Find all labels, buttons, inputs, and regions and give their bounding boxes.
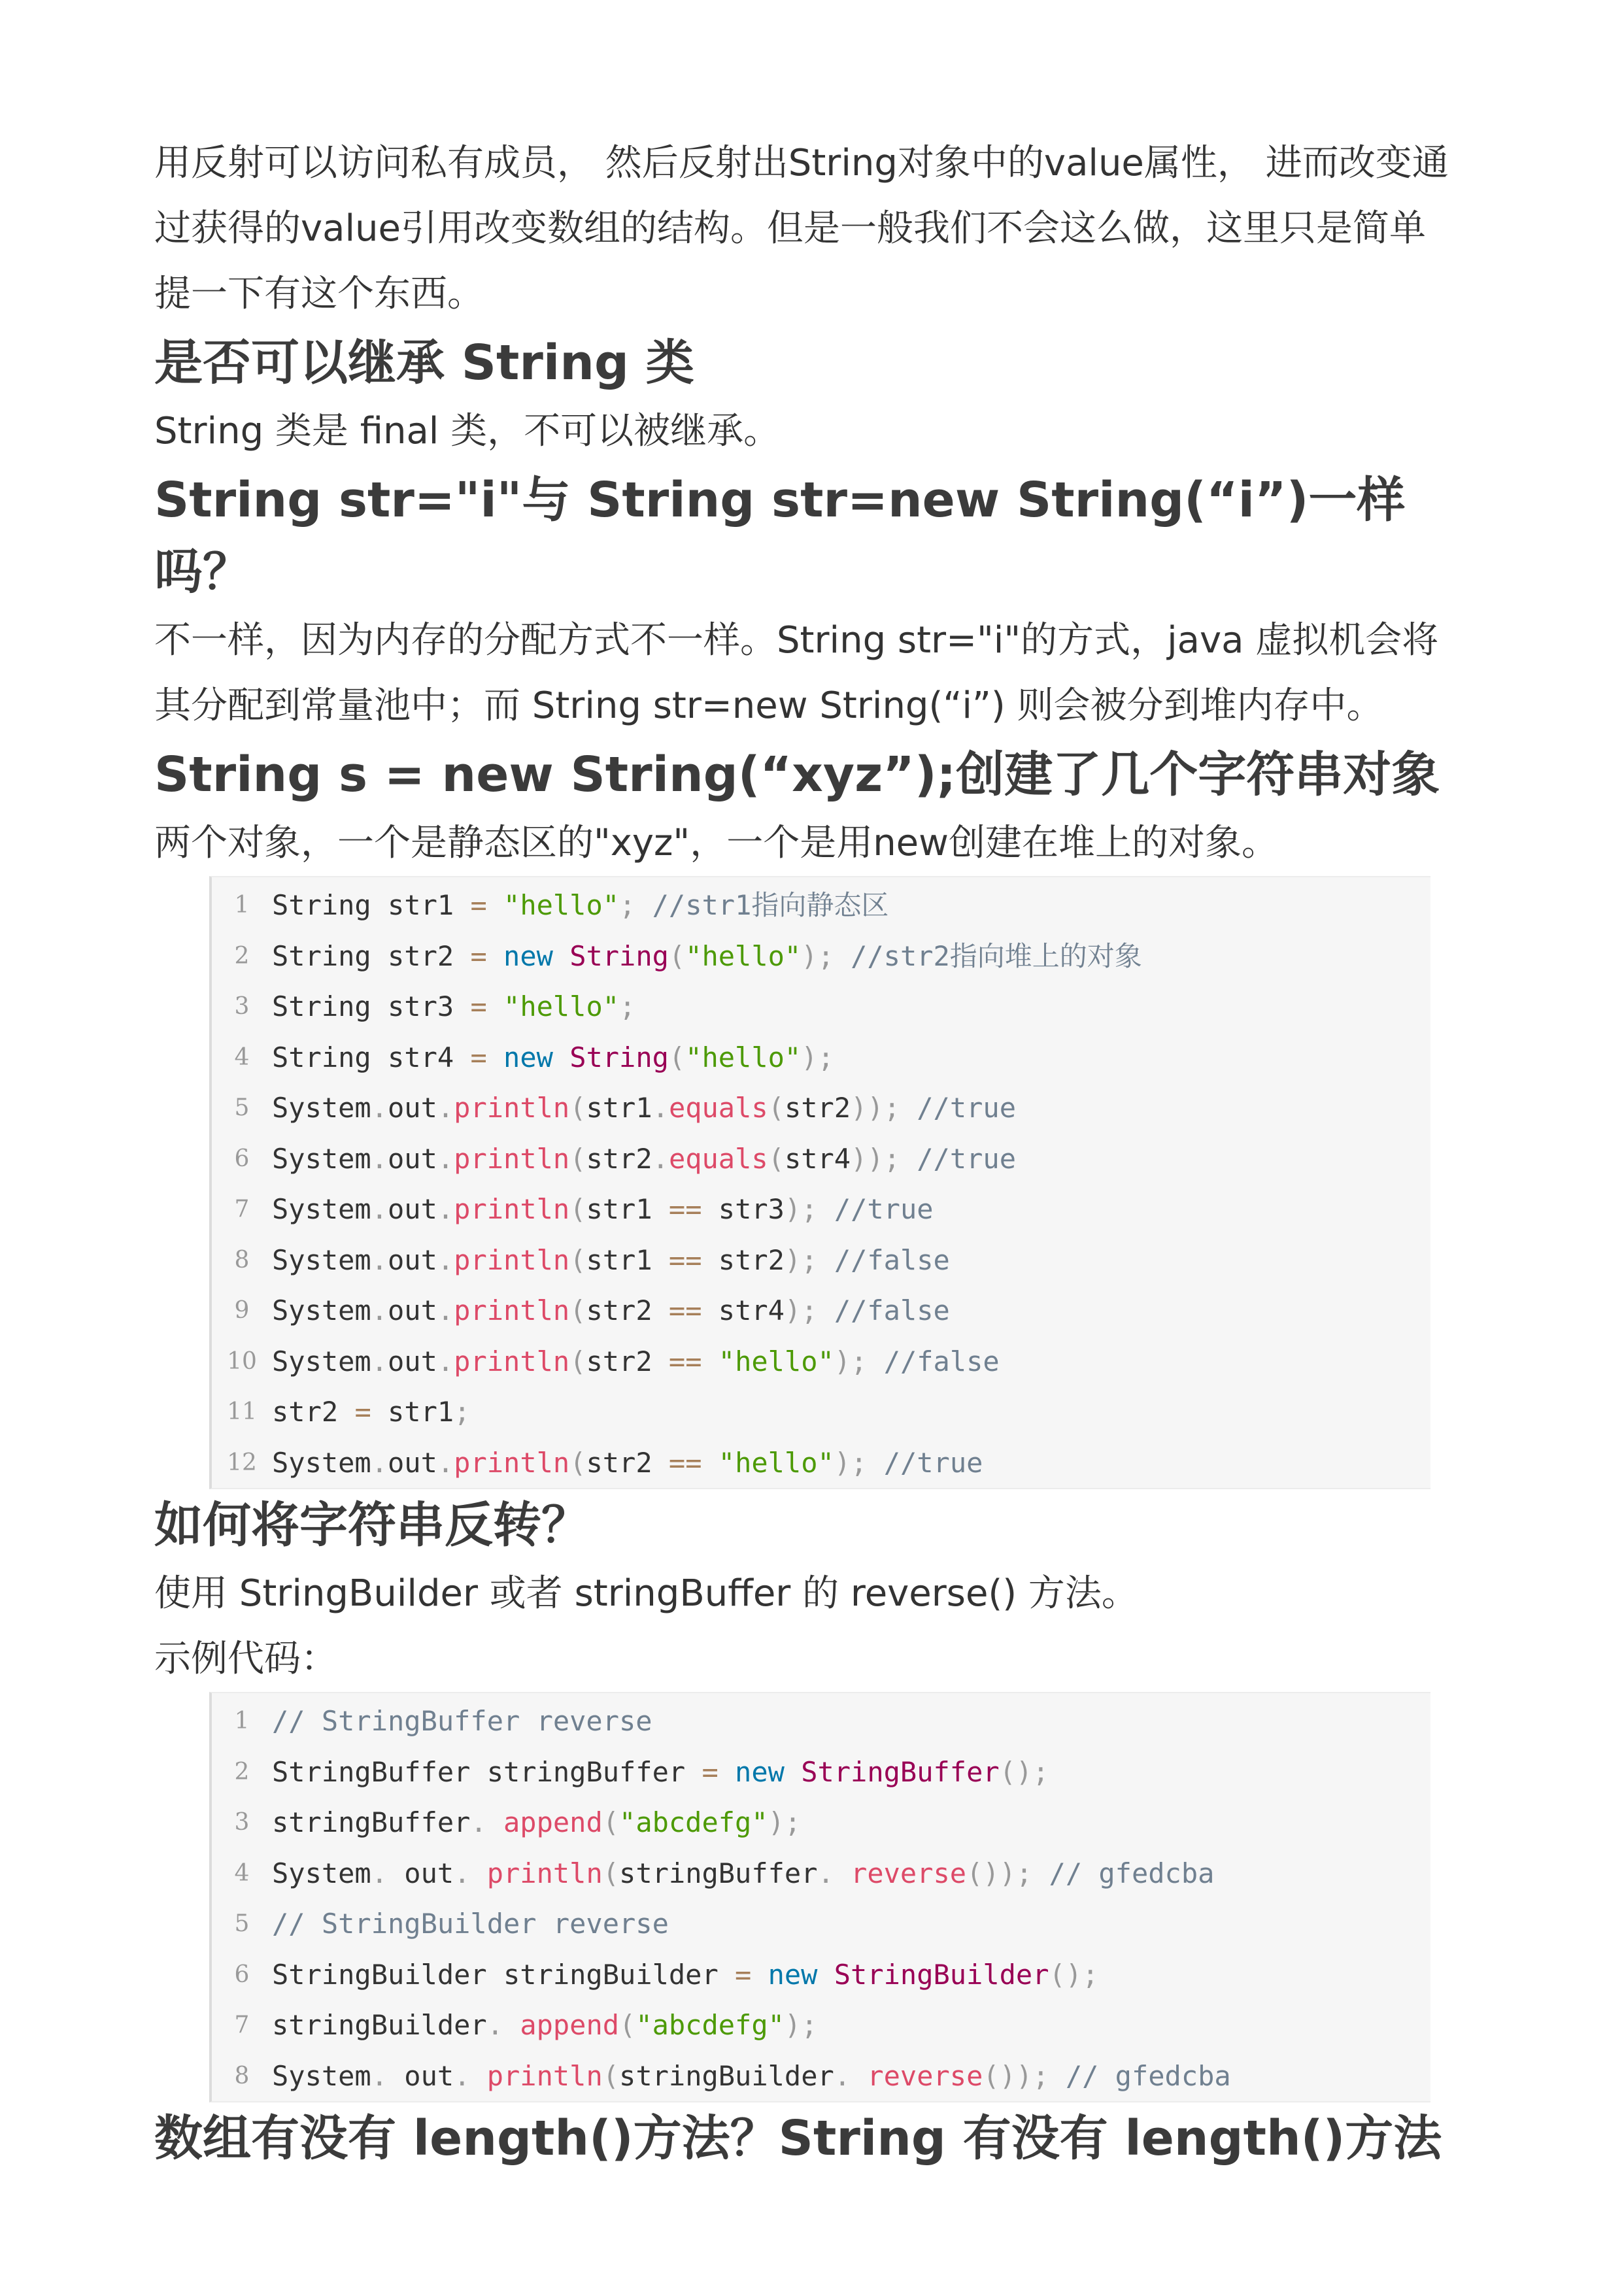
compare-answer-line: 其分配到常量池中；而 String str=new String(“i”) 则会被分到堆内存中。 bbox=[154, 684, 1383, 727]
code-token: . bbox=[437, 1243, 454, 1276]
code-token bbox=[487, 889, 503, 921]
code-text bbox=[272, 1848, 1214, 1899]
code-token: equals bbox=[668, 1092, 768, 1124]
code-token: str4 bbox=[784, 1142, 851, 1175]
code-token: System bbox=[272, 1092, 371, 1124]
line-number: 12 bbox=[227, 1449, 257, 1476]
code-token bbox=[719, 1756, 735, 1788]
code-token: str2 bbox=[586, 1345, 669, 1377]
code-token: String str3 bbox=[272, 990, 471, 1022]
code-token: System bbox=[272, 2059, 371, 2092]
code-token: ( bbox=[569, 1294, 586, 1326]
code-token bbox=[487, 940, 503, 972]
line-number: 4 bbox=[234, 1043, 250, 1071]
line-number: 11 bbox=[227, 1398, 257, 1425]
line-number: 6 bbox=[234, 1961, 250, 1988]
code-token: "hello" bbox=[718, 1345, 834, 1377]
line-number: 6 bbox=[234, 1145, 250, 1172]
code-token: //str1指向静态区 bbox=[652, 889, 889, 921]
code-token: println bbox=[454, 1092, 570, 1124]
line-number: 5 bbox=[234, 1094, 250, 1121]
code-line bbox=[212, 931, 1430, 982]
code-text bbox=[272, 2051, 1231, 2102]
code-token: new bbox=[768, 1958, 818, 1991]
code-token: str1 bbox=[586, 1243, 669, 1276]
line-number: 3 bbox=[234, 993, 250, 1020]
line-number: 2 bbox=[234, 942, 250, 970]
code-text bbox=[272, 981, 635, 1032]
code-token: System bbox=[272, 1345, 371, 1377]
code-text bbox=[272, 1387, 470, 1438]
code-text bbox=[272, 931, 1142, 982]
intro-line: 用反射可以访问私有成员， 然后反射出String对象中的value属性， 进而改变通 bbox=[154, 142, 1449, 184]
code-token: . bbox=[454, 2059, 487, 2092]
code-token: = bbox=[354, 1396, 371, 1428]
code-token: ( bbox=[602, 1806, 620, 1838]
code-text bbox=[272, 1336, 1000, 1387]
code-token bbox=[487, 1041, 503, 1073]
intro-paragraph bbox=[154, 131, 1501, 327]
code-token: //false bbox=[883, 1345, 1000, 1377]
code-token: == bbox=[668, 1294, 702, 1326]
example-code-label: 示例代码： bbox=[154, 1638, 337, 1680]
code-token: ); bbox=[834, 1345, 868, 1377]
code-token bbox=[751, 1959, 768, 1991]
code-token: "hello" bbox=[718, 1446, 834, 1479]
line-number: 3 bbox=[234, 1809, 250, 1836]
code-token: ); bbox=[801, 1041, 834, 1073]
code-token: //false bbox=[834, 1243, 950, 1276]
code-token: ); bbox=[801, 939, 834, 972]
code-token: . bbox=[470, 1806, 504, 1838]
code-token: "hello" bbox=[503, 990, 620, 1022]
code-token bbox=[635, 889, 652, 921]
inherit-answer: String 类是 final 类，不可以被继承。 bbox=[154, 410, 781, 452]
code-token: str3 bbox=[702, 1193, 785, 1225]
line-number: 4 bbox=[234, 1859, 250, 1887]
code-line bbox=[212, 1797, 1430, 1848]
code-line bbox=[212, 1336, 1430, 1387]
code-token: "abcdefg" bbox=[619, 1806, 768, 1838]
code-token bbox=[818, 1294, 834, 1326]
code-token: println bbox=[454, 1294, 570, 1326]
code-token: ); bbox=[784, 1294, 818, 1326]
code-token: )); bbox=[851, 1092, 900, 1124]
code-token: new bbox=[503, 1041, 553, 1073]
code-token: . bbox=[371, 2059, 405, 2092]
line-number: 1 bbox=[234, 1708, 250, 1734]
code-token: ( bbox=[569, 1092, 586, 1124]
code-text bbox=[272, 880, 888, 931]
code-token: new bbox=[503, 939, 553, 972]
code-token: str2 bbox=[586, 1294, 669, 1326]
code-token: ); bbox=[784, 1193, 818, 1225]
code-token: . bbox=[486, 2009, 520, 2041]
code-token: ; bbox=[619, 889, 636, 921]
line-number: 8 bbox=[234, 1246, 250, 1274]
code-text bbox=[272, 1285, 950, 1336]
code-token: //true bbox=[834, 1193, 934, 1225]
code-token: ( bbox=[569, 1345, 586, 1377]
code-token: reverse bbox=[851, 1857, 967, 1889]
code-token bbox=[553, 1041, 569, 1073]
code-token: . bbox=[437, 1193, 454, 1225]
code-token: String bbox=[569, 939, 669, 972]
code-token: new bbox=[735, 1755, 785, 1788]
code-token: . bbox=[652, 1092, 669, 1124]
code-token: String str2 bbox=[272, 939, 471, 972]
code-token: str2 bbox=[272, 1396, 355, 1428]
code-token: == bbox=[668, 1345, 702, 1377]
code-token: //true bbox=[883, 1446, 983, 1479]
code-block-string-reverse bbox=[209, 1692, 1430, 2102]
code-token: stringBuilder bbox=[619, 2059, 834, 2092]
code-line bbox=[212, 1235, 1430, 1286]
code-token: out bbox=[388, 1446, 437, 1479]
code-token: ( bbox=[569, 1142, 586, 1175]
code-token: str2 bbox=[586, 1142, 652, 1175]
code-token: str2 bbox=[702, 1243, 785, 1276]
code-token: // StringBuilder reverse bbox=[272, 1908, 669, 1940]
code-token: ); bbox=[784, 1243, 818, 1276]
code-token: ); bbox=[784, 2009, 818, 2041]
code-text bbox=[272, 1949, 1098, 2000]
code-token bbox=[785, 1756, 801, 1788]
code-token: ( bbox=[768, 1142, 785, 1175]
code-token: . bbox=[437, 1142, 454, 1175]
code-token: ( bbox=[569, 1243, 586, 1276]
compare-answer-line: 不一样，因为内存的分配方式不一样。String str="i"的方式，java 虚拟机会将 bbox=[154, 619, 1439, 662]
line-number: 8 bbox=[234, 2062, 250, 2089]
code-token: append bbox=[520, 2009, 620, 2041]
code-token: append bbox=[503, 1806, 603, 1838]
code-token: = bbox=[470, 889, 487, 921]
code-text bbox=[272, 1083, 1016, 1134]
code-token: ( bbox=[619, 2009, 636, 2041]
code-token: . bbox=[371, 1857, 405, 1889]
code-token: . bbox=[817, 1857, 851, 1889]
objects-answer: 两个对象，一个是静态区的"xyz"，一个是用new创建在堆上的对象。 bbox=[154, 822, 1278, 864]
code-text bbox=[272, 1134, 1016, 1185]
heading-reverse-string: 如何将字符串反转？ bbox=[154, 1497, 590, 1553]
code-token: out bbox=[388, 1092, 437, 1124]
code-text bbox=[272, 1235, 950, 1286]
line-number: 2 bbox=[234, 1758, 250, 1785]
code-token bbox=[834, 940, 851, 972]
code-text bbox=[272, 1696, 652, 1747]
code-token bbox=[818, 1193, 834, 1225]
code-token: . bbox=[371, 1446, 388, 1479]
code-token: ()); bbox=[983, 2059, 1049, 2092]
code-token: ( bbox=[602, 1857, 620, 1889]
code-text bbox=[272, 1438, 983, 1489]
code-token: System bbox=[272, 1193, 371, 1225]
code-token: out bbox=[388, 1193, 437, 1225]
code-line bbox=[212, 2051, 1430, 2102]
code-line bbox=[212, 1898, 1430, 1949]
code-token bbox=[900, 1092, 917, 1124]
code-token: ); bbox=[768, 1806, 802, 1838]
code-line bbox=[212, 1438, 1430, 1489]
code-token: == bbox=[668, 1243, 702, 1276]
code-text bbox=[272, 1747, 1049, 1798]
code-token bbox=[817, 1959, 834, 1991]
code-token: out bbox=[388, 1142, 437, 1175]
code-token: str2 bbox=[784, 1092, 851, 1124]
heading-compare-string: String str="i"与 String str=new String(“i”)一样吗？ bbox=[154, 472, 1406, 600]
code-token: println bbox=[454, 1345, 570, 1377]
intro-line: 提一下有这个东西。 bbox=[154, 273, 484, 315]
code-token: System bbox=[272, 1294, 371, 1326]
code-line bbox=[212, 1949, 1430, 2000]
code-token: "abcdefg" bbox=[635, 2009, 785, 2041]
code-token: stringBuffer bbox=[272, 1806, 471, 1838]
intro-line: 过获得的value引用改变数组的结构。但是一般我们不会这么做，这里只是简单 bbox=[154, 207, 1426, 250]
code-token: StringBuffer stringBuffer bbox=[272, 1755, 702, 1788]
code-token: println bbox=[454, 1243, 570, 1276]
code-token: . bbox=[371, 1142, 388, 1175]
code-text bbox=[272, 1032, 834, 1083]
code-token: StringBuffer bbox=[801, 1755, 1000, 1788]
code-token: StringBuilder bbox=[834, 1958, 1049, 1991]
code-token: = bbox=[702, 1755, 719, 1788]
document-page bbox=[154, 131, 1501, 2174]
code-token: ( bbox=[668, 939, 686, 972]
code-token: ( bbox=[668, 1041, 686, 1073]
code-token: str2 bbox=[586, 1446, 669, 1479]
code-token: "hello" bbox=[503, 889, 620, 921]
code-token: . bbox=[437, 1446, 454, 1479]
line-number: 10 bbox=[227, 1347, 257, 1375]
code-token: str1 bbox=[371, 1396, 454, 1428]
code-token: reverse bbox=[867, 2059, 983, 2092]
code-token bbox=[818, 1244, 834, 1276]
heading-length-method: 数组有没有 length()方法？String 有没有 length()方法 bbox=[154, 2110, 1442, 2167]
line-number: 9 bbox=[234, 1297, 250, 1324]
code-token bbox=[702, 1447, 719, 1479]
code-token: // StringBuffer reverse bbox=[272, 1705, 652, 1737]
code-token: str1 bbox=[586, 1092, 652, 1124]
code-token: out bbox=[388, 1243, 437, 1276]
code-token: stringBuilder bbox=[272, 2009, 487, 2041]
code-line bbox=[212, 1747, 1430, 1798]
code-token: (); bbox=[999, 1755, 1049, 1788]
code-token: == bbox=[668, 1446, 702, 1479]
code-token: stringBuffer bbox=[619, 1857, 818, 1889]
code-text bbox=[272, 1898, 669, 1949]
code-token: = bbox=[735, 1958, 752, 1991]
code-token: System bbox=[272, 1857, 371, 1889]
code-line bbox=[212, 981, 1430, 1032]
code-line bbox=[212, 1848, 1430, 1899]
code-token: . bbox=[371, 1294, 388, 1326]
code-token: ( bbox=[569, 1193, 586, 1225]
code-token: // gfedcba bbox=[1049, 1857, 1215, 1889]
code-token: ; bbox=[454, 1396, 471, 1428]
code-token: //true bbox=[917, 1092, 1016, 1124]
code-token: out bbox=[388, 1345, 437, 1377]
code-token: )); bbox=[851, 1142, 900, 1175]
code-token: = bbox=[470, 939, 487, 972]
line-number: 7 bbox=[234, 2012, 250, 2038]
code-token: = bbox=[470, 1041, 487, 1073]
code-token bbox=[702, 1345, 719, 1377]
code-token: ( bbox=[569, 1446, 586, 1479]
code-token: out bbox=[388, 1294, 437, 1326]
code-token: . bbox=[437, 1294, 454, 1326]
code-line bbox=[212, 880, 1430, 931]
code-token: . bbox=[371, 1193, 388, 1225]
code-token: str4 bbox=[702, 1294, 785, 1326]
code-token: equals bbox=[668, 1142, 768, 1175]
code-token: . bbox=[834, 2059, 868, 2092]
code-token: ( bbox=[602, 2059, 620, 2092]
code-line bbox=[212, 1184, 1430, 1235]
code-token: //true bbox=[917, 1142, 1016, 1175]
code-token: "hello" bbox=[685, 939, 802, 972]
code-token: ); bbox=[834, 1446, 868, 1479]
code-token: ; bbox=[619, 990, 636, 1022]
code-token: println bbox=[486, 2059, 603, 2092]
code-token bbox=[900, 1143, 917, 1175]
code-token: . bbox=[371, 1345, 388, 1377]
code-text bbox=[272, 2000, 817, 2051]
code-token: ()); bbox=[966, 1857, 1033, 1889]
code-token bbox=[1032, 1857, 1049, 1889]
code-token bbox=[1049, 2060, 1066, 2092]
code-token: System bbox=[272, 1446, 371, 1479]
code-text bbox=[272, 1797, 801, 1848]
code-token: System bbox=[272, 1243, 371, 1276]
code-token: (); bbox=[1049, 1958, 1099, 1991]
code-text bbox=[272, 1184, 934, 1235]
heading-string-objects: String s = new String(“xyz”);创建了几个字符串对象 bbox=[154, 747, 1440, 803]
code-token: . bbox=[652, 1142, 669, 1175]
code-token: str1 bbox=[586, 1193, 669, 1225]
code-token: //false bbox=[834, 1294, 950, 1326]
code-line bbox=[212, 2000, 1430, 2051]
code-token: StringBuilder stringBuilder bbox=[272, 1958, 736, 1991]
code-token: println bbox=[454, 1193, 570, 1225]
code-token: "hello" bbox=[685, 1041, 802, 1073]
code-token bbox=[487, 990, 503, 1022]
code-line bbox=[212, 1285, 1430, 1336]
code-token: println bbox=[486, 1857, 603, 1889]
code-token bbox=[553, 940, 569, 972]
code-token: String bbox=[569, 1041, 669, 1073]
code-token: println bbox=[454, 1446, 570, 1479]
code-token: . bbox=[454, 1857, 487, 1889]
code-token: = bbox=[470, 990, 487, 1022]
code-token: // gfedcba bbox=[1065, 2059, 1231, 2092]
code-token: . bbox=[437, 1345, 454, 1377]
heading-inherit-string: 是否可以继承 String 类 bbox=[154, 335, 694, 391]
code-token: out bbox=[404, 1857, 454, 1889]
line-number: 1 bbox=[234, 892, 250, 919]
code-token bbox=[867, 1447, 883, 1479]
code-token: . bbox=[437, 1092, 454, 1124]
code-token: ( bbox=[768, 1092, 785, 1124]
line-number: 7 bbox=[234, 1196, 250, 1223]
code-token: == bbox=[668, 1193, 702, 1225]
code-token: . bbox=[371, 1243, 388, 1276]
code-token: String str1 bbox=[272, 889, 471, 921]
code-line bbox=[212, 1387, 1430, 1438]
code-line bbox=[212, 1032, 1430, 1083]
code-line bbox=[212, 1696, 1430, 1747]
code-token: System bbox=[272, 1142, 371, 1175]
code-line bbox=[212, 1134, 1430, 1185]
reverse-answer: 使用 StringBuilder 或者 stringBuffer 的 reverse() 方法。 bbox=[154, 1572, 1138, 1615]
code-token: . bbox=[371, 1092, 388, 1124]
code-token: String str4 bbox=[272, 1041, 471, 1073]
line-number: 5 bbox=[234, 1910, 250, 1937]
code-token: println bbox=[454, 1142, 570, 1175]
code-token: out bbox=[404, 2059, 454, 2092]
code-block-string-equality bbox=[209, 876, 1430, 1489]
code-token bbox=[867, 1345, 883, 1377]
code-line bbox=[212, 1083, 1430, 1134]
code-token: //str2指向堆上的对象 bbox=[851, 939, 1142, 972]
